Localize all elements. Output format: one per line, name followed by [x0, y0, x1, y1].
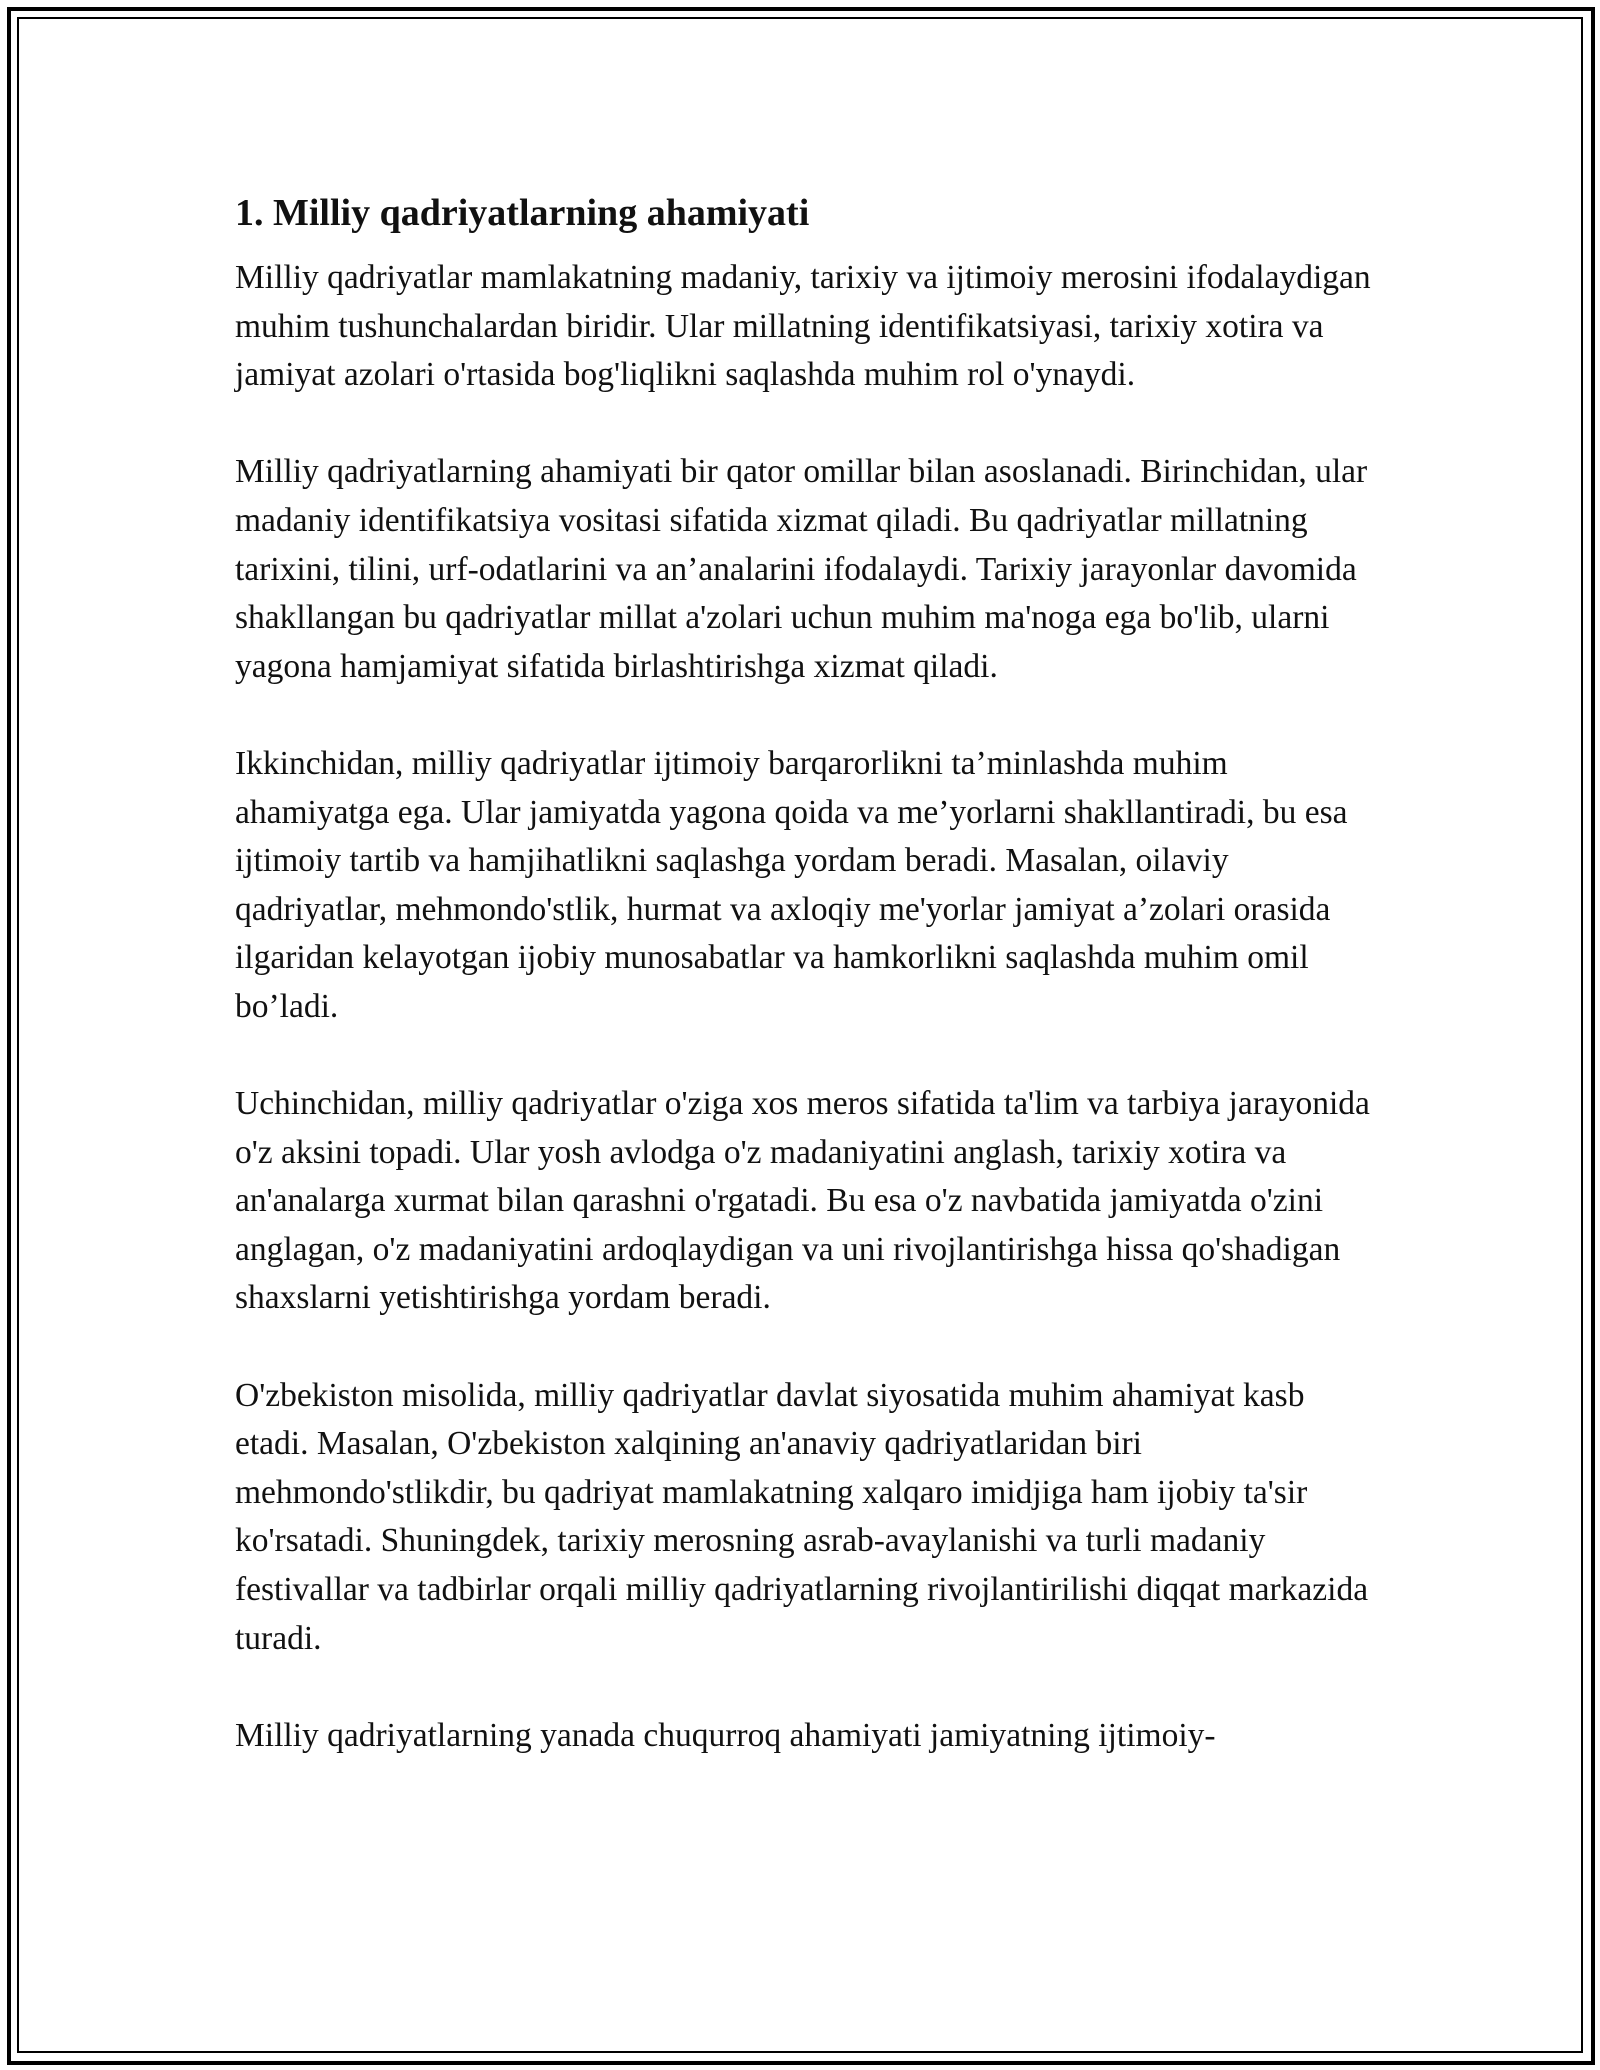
- paragraph: Ikkinchidan, milliy qadriyatlar ijtimoiy barqarorlikni ta’minlashda muhim ahamiyatga ega. Ular jamiyatda yagona qoida va me’yorlarni shakllantiradi, bu esa ijtimoiy tartib va hamjihatlikni saqlashga yordam beradi. Masalan, oilaviy qadriyatlar, mehmondo'stlik, hurmat va axloqiy me'yorlar jamiyat a’zolari orasida ilgaridan kelayotgan ijobiy munosabatlar va hamkorlikni saqlashda muhim omil bo’ladi.: [235, 744, 1348, 1025]
- document-body: [235, 180, 1385, 1760]
- paragraph: Milliy qadriyatlarning yanada chuqurroq ahamiyati jamiyatning ijtimoiy-: [235, 1716, 1216, 1754]
- section-heading: 1. Milliy qadriyatlarning ahamiyati: [235, 192, 810, 234]
- paragraph: O'zbekiston misolida, milliy qadriyatlar davlat siyosatida muhim ahamiyat kasb etadi. Masalan, O'zbekiston xalqining an'anaviy qadriyatlaridan biri mehmondo'stlikdir, bu qadriyat mamlakatning xalqaro imidjiga ham ijobiy ta'sir ko'rsatadi. Shuningdek, tarixiy merosning asrab-avaylanishi va turli madaniy festivallar va tadbirlar orqali milliy qadriyatlarning rivojlantirilishi diqqat markazida turadi.: [235, 1376, 1369, 1657]
- paragraph: Milliy qadriyatlarning ahamiyati bir qator omillar bilan asoslanadi. Birinchidan, ular madaniy identifikatsiya vositasi sifatida xizmat qiladi. Bu qadriyatlar millatning tarixini, tilini, urf-odatlarini va an’analarini ifodalaydi. Tarixiy jarayonlar davomida shakllangan bu qadriyatlar millat a'zolari uchun muhim ma'noga ega bo'lib, ularni yagona hamjamiyat sifatida birlashtirishga xizmat qiladi.: [235, 453, 1368, 685]
- paragraph: Milliy qadriyatlar mamlakatning madaniy, tarixiy va ijtimoiy merosini ifodalaydigan muhim tushunchalardan biridir. Ular millatning identifikatsiyasi, tarixiy xotira va jamiyat azolari o'rtasida bog'liqlikni saqlashda muhim rol o'ynaydi.: [235, 259, 1371, 394]
- paragraph: Uchinchidan, milliy qadriyatlar o'ziga xos meros sifatida ta'lim va tarbiya jarayonida o'z aksini topadi. Ular yosh avlodga o'z madaniyatini anglash, tarixiy xotira va an'analarga xurmat bilan qarashni o'rgatadi. Bu esa o'z navbatida jamiyatda o'zini anglagan, o'z madaniyatini ardoqlaydigan va uni rivojlantirishga hissa qo'shadigan shaxslarni yetishtirishga yordam beradi.: [235, 1085, 1370, 1317]
